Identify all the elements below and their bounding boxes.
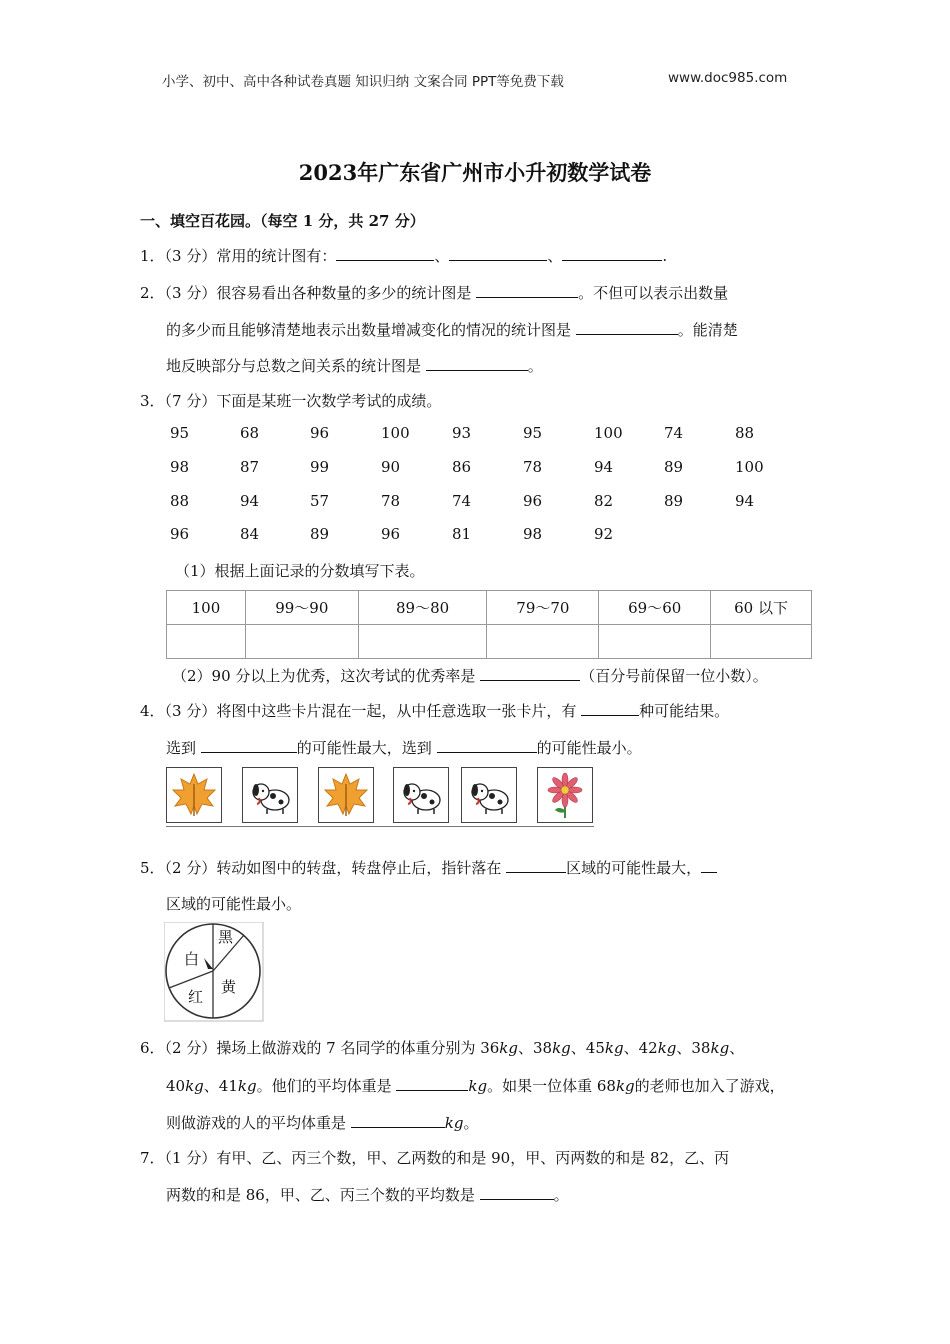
answer-blank[interactable] [426,355,528,371]
answer-blank[interactable] [449,245,547,261]
table-header-cell: 100 [167,591,246,625]
score-value: 89 [664,458,684,476]
answer-blank[interactable] [351,1112,445,1128]
question-2: 2．（3 分）很容易看出各种数量的多少的统计图是 。不但可以表示出数量 [140,284,729,302]
dog-card [393,767,449,823]
leaf-icon [319,768,373,822]
question-number: 1． [140,247,165,265]
spinner-wheel [164,922,264,1022]
dog-card [242,767,298,823]
table-answer-cell[interactable] [599,625,711,659]
score-value: 93 [452,424,472,442]
card-divider [166,826,594,827]
score-value: 96 [381,525,401,543]
score-value: 88 [170,492,190,510]
table-header-cell: 89～80 [358,591,487,625]
score-value: 95 [170,424,190,442]
score-value: 96 [523,492,543,510]
score-value: 82 [594,492,614,510]
score-value: 100 [735,458,764,476]
leaf-card [318,767,374,823]
score-value: 94 [594,458,614,476]
table-answer-cell[interactable] [167,625,246,659]
answer-blank[interactable] [701,857,717,873]
frequency-table [166,590,812,659]
score-value: 84 [240,525,260,543]
header-text: 小学、初中、高中各种试卷真题 知识归纳 文案合同 PPT等免费下载 [162,74,564,90]
score-value: 100 [594,424,623,442]
score-value: 74 [664,424,684,442]
score-value: 74 [452,492,472,510]
leaf-icon [167,768,221,822]
flower-icon [538,768,592,822]
score-value: 57 [310,492,330,510]
dog-icon [243,768,297,822]
score-value: 78 [523,458,543,476]
table-header-cell: 99～90 [245,591,358,625]
table-answer-cell[interactable] [358,625,487,659]
answer-blank[interactable] [336,245,434,261]
region-label-red: 红 [188,988,204,1006]
dog-icon [462,768,516,822]
score-value: 98 [523,525,543,543]
section-heading: 一、填空百花园。（每空 1 分，共 27 分） [140,212,425,230]
header-site-link[interactable]: www.doc985.com [668,70,788,86]
answer-blank[interactable] [396,1075,468,1091]
score-value: 100 [381,424,410,442]
table-header-cell: 79～70 [487,591,599,625]
leaf-card [166,767,222,823]
question-1: 1．（3 分）常用的统计图有： 、 、 . [140,247,668,265]
answer-blank[interactable] [581,700,639,716]
table-answer-cell[interactable] [711,625,812,659]
answer-blank[interactable] [437,737,537,753]
dog-icon [394,768,448,822]
table-answer-cell[interactable] [487,625,599,659]
question-4: 4．（3 分）将图中这些卡片混在一起，从中任意选取一张卡片，有 种可能结果。 [140,702,730,720]
score-value: 89 [664,492,684,510]
table-header-cell: 60 以下 [711,591,812,625]
score-value: 68 [240,424,260,442]
flower-card [537,767,593,823]
region-label-white: 白 [184,950,200,968]
answer-blank[interactable] [562,245,662,261]
score-value: 89 [310,525,330,543]
score-value: 86 [452,458,472,476]
question-7: 7．（1 分）有甲、乙、丙三个数，甲、乙两数的和是 90，甲、丙两数的和是 82，乙、丙 [140,1149,730,1167]
answer-blank[interactable] [201,737,297,753]
score-value: 94 [735,492,755,510]
region-label-black: 黑 [218,928,234,946]
score-value: 92 [594,525,614,543]
question-6: 6．（2 分）操场上做游戏的 7 名同学的体重分别为 36kg、38kg、45kg、42kg、38kg、 [140,1039,745,1057]
score-value: 95 [523,424,543,442]
table-header-cell: 69～60 [599,591,711,625]
question-5: 5．（2 分）转动如图中的转盘，转盘停止后，指针落在 区域的可能性最大， [140,857,717,878]
score-value: 88 [735,424,755,442]
score-value: 87 [240,458,260,476]
score-value: 98 [170,458,190,476]
page-title: 2023年广东省广州市小升初数学试卷 [298,160,652,185]
answer-blank[interactable] [480,665,580,681]
score-value: 96 [170,525,190,543]
answer-blank[interactable] [480,1184,554,1200]
score-value: 99 [310,458,330,476]
dog-card [461,767,517,823]
table-answer-cell[interactable] [245,625,358,659]
answer-blank[interactable] [476,282,578,298]
region-label-yellow: 黄 [221,978,237,996]
score-value: 78 [381,492,401,510]
answer-blank[interactable] [506,857,566,873]
sub-question-2: （2）90 分以上为优秀，这次考试的优秀率是 （百分号前保留一位小数）。 [172,667,768,685]
score-value: 94 [240,492,260,510]
sub-question-1: （1）根据上面记录的分数填写下表。 [175,562,425,580]
score-value: 81 [452,525,472,543]
question-3: 3．（7 分）下面是某班一次数学考试的成绩。 [140,392,442,410]
score-value: 96 [310,424,330,442]
answer-blank[interactable] [576,319,678,335]
score-value: 90 [381,458,401,476]
